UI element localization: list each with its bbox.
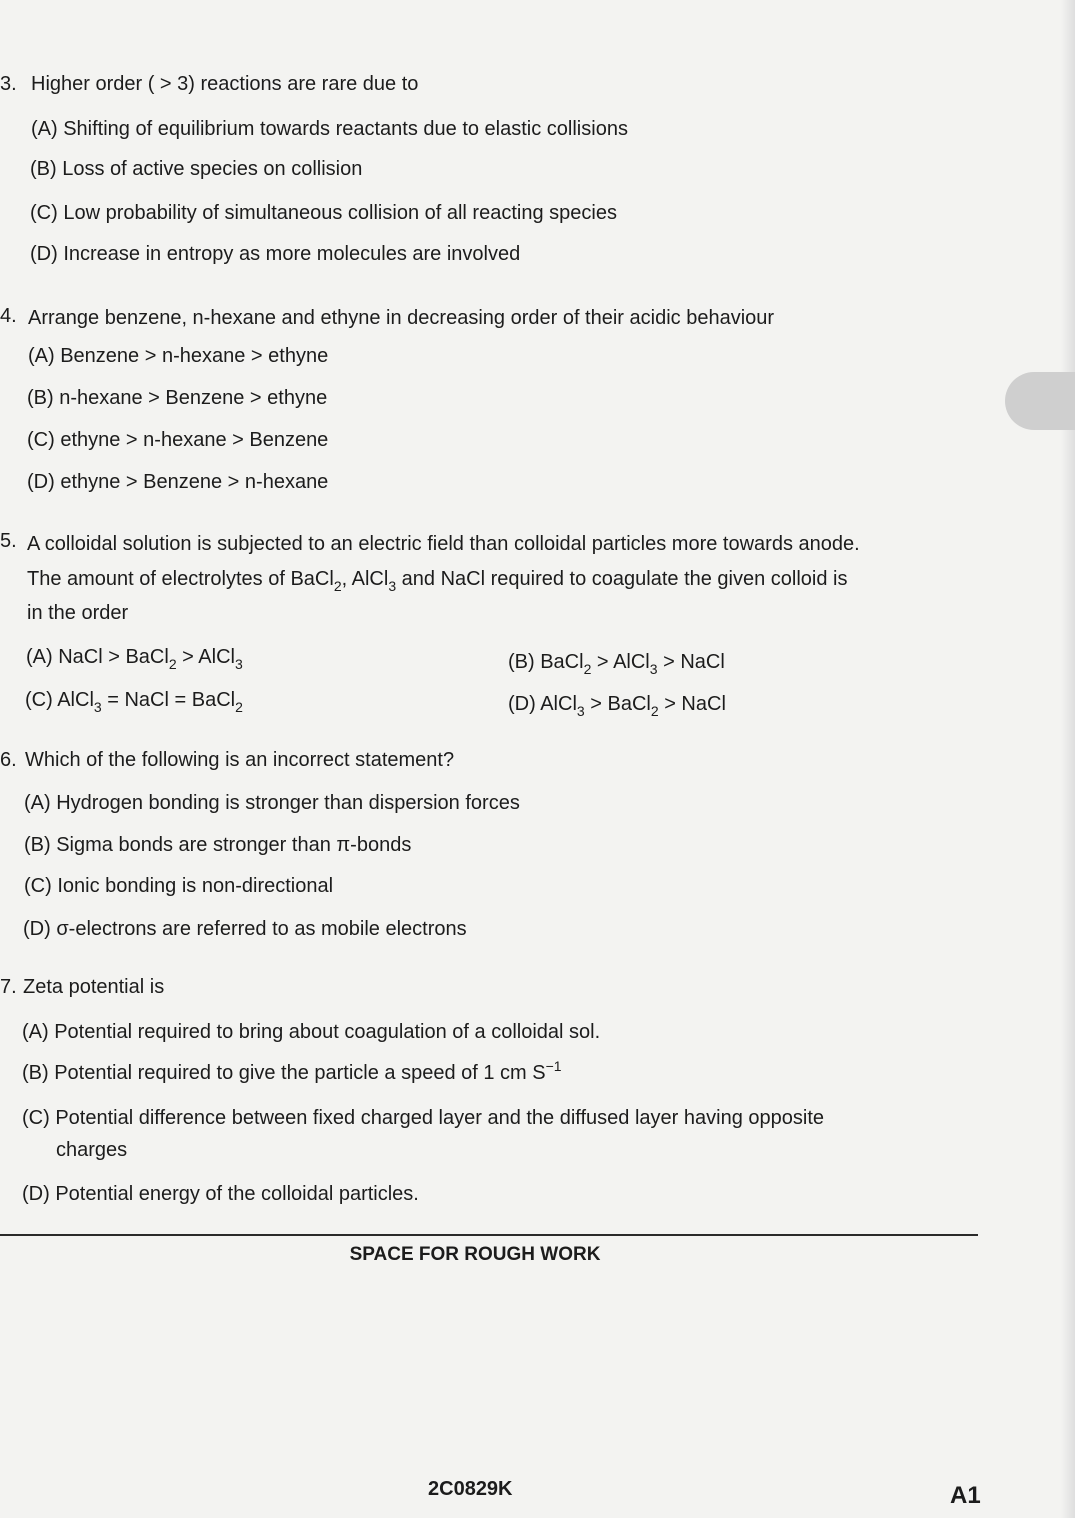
option-c-line1: (C) Potential difference between fixed charged layer and the diffused layer having opposite — [22, 1107, 824, 1129]
option-c: (C) ethyne > n-hexane > Benzene — [27, 429, 329, 451]
option-a: (A) Potential required to bring about coagulation of a colloidal sol. — [22, 1021, 601, 1043]
option-d: (D) σ-electrons are referred to as mobile electrons — [23, 918, 467, 940]
question-number: 3. — [0, 73, 17, 95]
option-d: (D) ethyne > Benzene > n-hexane — [27, 471, 329, 493]
option-d: (D) Potential energy of the colloidal particles. — [22, 1183, 419, 1205]
question-number: 7. — [0, 976, 17, 998]
page-number: A1 — [950, 1482, 981, 1509]
option-c-line2: charges — [56, 1139, 128, 1161]
question-stem: Which of the following is an incorrect statement? — [25, 749, 455, 771]
option-a: (A) NaCl > BaCl$_2$ > AlCl$_3$ — [26, 646, 243, 672]
question-stem: Arrange benzene, n-hexane and ethyne in decreasing order of their acidic behaviour — [28, 307, 775, 329]
divider-rule — [0, 1234, 978, 1236]
option-a: (A) Benzene > n-hexane > ethyne — [28, 345, 329, 367]
option-a: (A) Shifting of equilibrium towards reactants due to elastic collisions — [31, 118, 628, 140]
question-stem-line3: in the order — [27, 602, 129, 624]
option-d: (D) Increase in entropy as more molecules are involved — [30, 243, 521, 265]
rough-work-label: SPACE FOR ROUGH WORK — [349, 1244, 601, 1265]
option-b: (B) Loss of active species on collision — [30, 158, 363, 180]
option-d: (D) AlCl$_3$ > BaCl$_2$ > NaCl — [508, 693, 726, 719]
option-b: (B) BaCl$_2$ > AlCl$_3$ > NaCl — [508, 651, 725, 677]
option-b: (B) Sigma bonds are stronger than π-bonds — [24, 834, 412, 856]
question-number: 4. — [0, 305, 17, 327]
question-stem: Higher order ( > 3) reactions are rare due to — [31, 73, 419, 95]
paper-code: 2C0829K — [428, 1478, 513, 1500]
question-number: 6. — [0, 749, 17, 771]
page-edge-shadow — [1061, 0, 1075, 1518]
option-b: (B) n-hexane > Benzene > ethyne — [27, 387, 328, 409]
option-a: (A) Hydrogen bonding is stronger than dispersion forces — [24, 792, 520, 814]
option-b: (B) Potential required to give the particle a speed of 1 cm $S^{-1}$ — [22, 1058, 562, 1084]
question-stem: Zeta potential is — [23, 976, 165, 998]
option-c: (C) Ionic bonding is non-directional — [24, 875, 334, 897]
option-c: (C) AlCl$_3$ = NaCl = BaCl$_2$ — [25, 689, 243, 715]
question-stem-line1: A colloidal solution is subjected to an electric field than colloidal particles more towards anode. — [27, 533, 860, 555]
side-tab-marker — [1005, 372, 1075, 430]
question-stem-line2: The amount of electrolytes of BaCl$_2$, AlCl$_3$ and NaCl required to coagulate the given colloid is — [27, 568, 848, 594]
option-c: (C) Low probability of simultaneous collision of all reacting species — [30, 202, 617, 224]
question-number: 5. — [0, 530, 17, 552]
